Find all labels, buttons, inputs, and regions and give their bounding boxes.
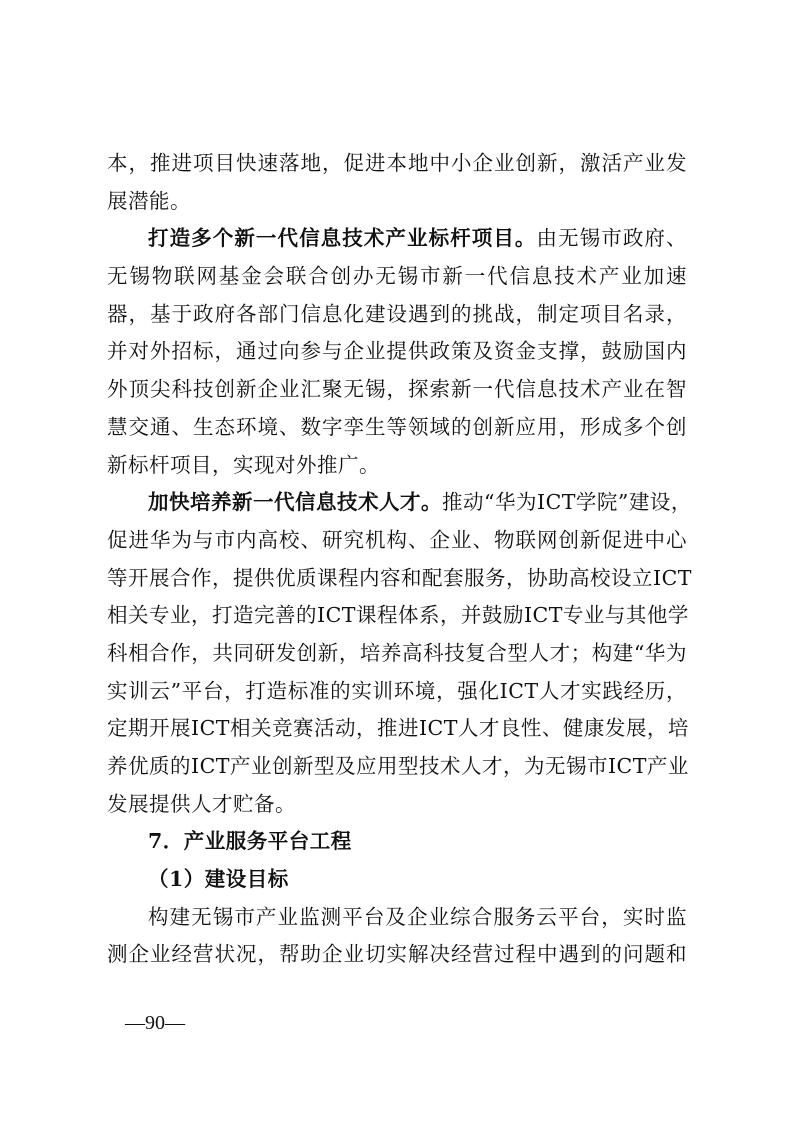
paragraph-2-line-7: 新标杆项目，实现对外推广。 (107, 452, 380, 477)
paragraph-2-line-2: 无锡物联网基金会联合创办无锡市新一代信息技术产业加速 (107, 264, 687, 289)
paragraph-3-heading: 加快培养新一代信息技术人才。 (148, 490, 442, 515)
paragraph-3-line-7: 定期开展ICT相关竞赛活动，推进ICT人才良性、健康发展，培 (107, 716, 689, 741)
paragraph-3-line-2: 促进华为与市内高校、研究机构、企业、物联网创新促进中心 (107, 527, 687, 552)
section-7-heading: 7．产业服务平台工程 (148, 829, 352, 854)
paragraph-1-line-1: 本，推进项目快速落地，促进本地中小企业创新，激活产业发 (107, 151, 687, 175)
paragraph-3-line-1-rest: 推动“华为ICT学院”建设， (442, 490, 692, 515)
paragraph-4-line-2: 测企业经营状况，帮助企业切实解决经营过程中遇到的问题和 (107, 942, 687, 967)
paragraph-2-line-3: 器，基于政府各部门信息化建设遇到的挑战，制定项目名录， (107, 301, 687, 326)
paragraph-3-line-8: 养优质的ICT产业创新型及应用型技术人才，为无锡市ICT产业 (107, 754, 689, 778)
paragraph-2-heading: 打造多个新一代信息技术产业标杆项目。 (148, 226, 537, 251)
subsection-1-heading: （1）建设目标 (148, 867, 289, 892)
page-number: —90— (125, 1012, 185, 1034)
paragraph-3-line-9: 发展提供人才贮备。 (107, 791, 296, 816)
paragraph-3-line-4: 相关专业，打造完善的ICT课程体系，并鼓励ICT专业与其他学 (107, 603, 689, 628)
paragraph-2-line-1 (107, 220, 687, 258)
paragraph-1-line-2: 展潜能。 (107, 188, 191, 213)
paragraph-3-line-5: 科相合作，共同研发创新，培养高科技复合型人才；构建“华为 (107, 640, 687, 665)
page-body (107, 145, 692, 974)
paragraph-2-line-4: 并对外招标，通过向参与企业提供政策及资金支撑，鼓励国内 (107, 339, 687, 364)
paragraph-3-line-6: 实训云”平台，打造标准的实训环境，强化ICT人才实践经历， (107, 678, 687, 703)
paragraph-2-line-1-rest: 由无锡市政府、 (536, 226, 687, 251)
paragraph-2-line-6: 慧交通、生态环境、数字孪生等领域的创新应用，形成多个创 (107, 414, 687, 439)
paragraph-4-line-1: 构建无锡市产业监测平台及企业综合服务云平台，实时监 (148, 904, 687, 929)
paragraph-2-line-5: 外顶尖科技创新企业汇聚无锡，探索新一代信息技术产业在智 (107, 377, 687, 402)
paragraph-3-line-1 (107, 484, 692, 522)
paragraph-3-line-3: 等开展合作，提供优质课程内容和配套服务，协助高校设立ICT (107, 565, 692, 590)
